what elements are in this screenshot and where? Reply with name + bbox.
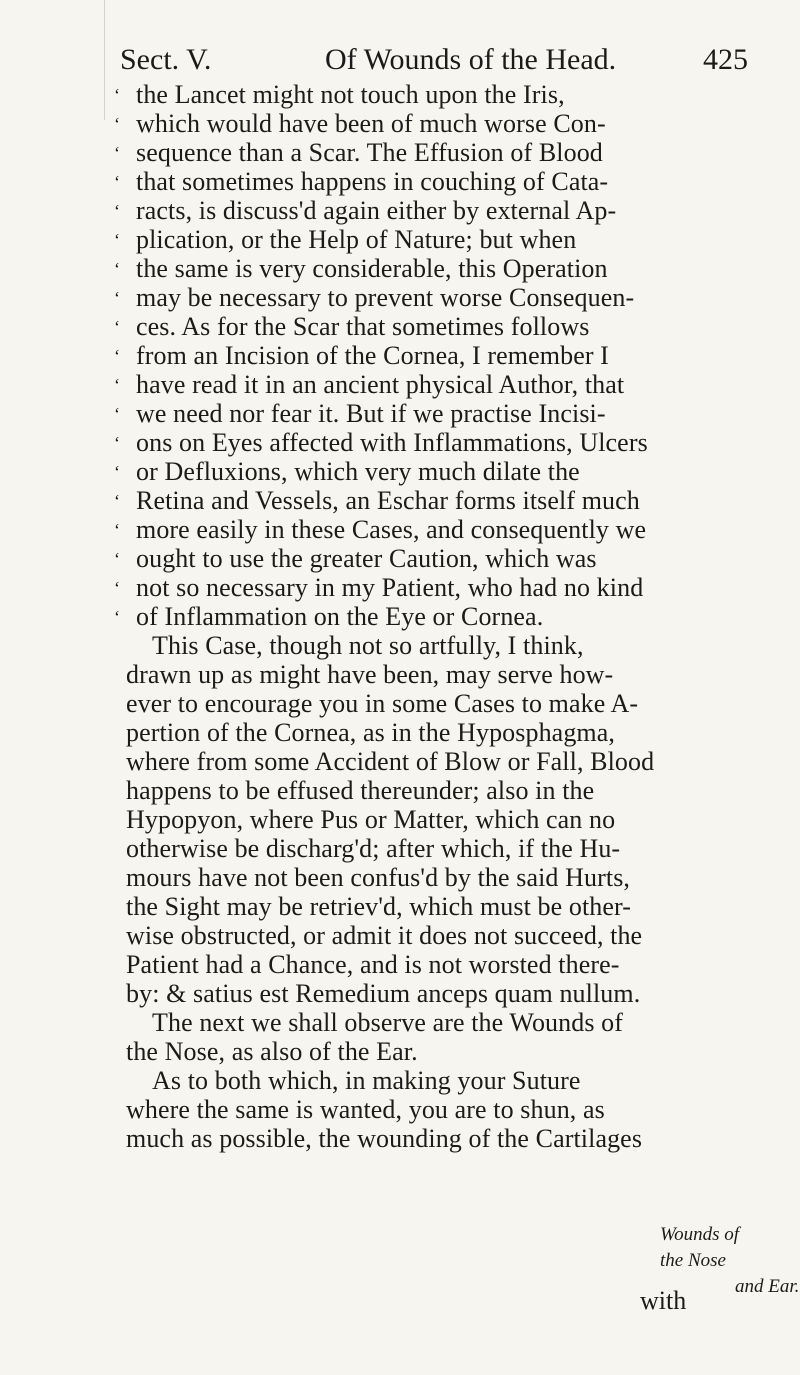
- quotation-mark: ‘: [114, 230, 121, 250]
- line-text: or Defluxions, which very much dilate the: [136, 457, 580, 486]
- quotation-mark: ‘: [114, 607, 121, 627]
- line-text: we need nor fear it. But if we practise Incisi-: [136, 399, 606, 428]
- line-text: ces. As for the Scar that sometimes follows: [136, 312, 590, 341]
- line-text: racts, is discuss'd again either by external Ap-: [136, 196, 617, 225]
- quotation-mark: ‘: [114, 201, 121, 221]
- quotation-mark: ‘: [114, 491, 121, 511]
- line-text: ought to use the greater Caution, which was: [136, 544, 597, 573]
- quotation-mark: ‘: [114, 259, 121, 279]
- line-text: of Inflammation on the Eye or Cornea.: [136, 602, 544, 631]
- margin-note-line: the Nose: [660, 1250, 726, 1271]
- line-text: not so necessary in my Patient, who had no kind: [136, 573, 644, 602]
- quotation-mark: ‘: [114, 578, 121, 598]
- paragraph-line: the Sight may be retriev'd, which must be other-: [126, 892, 632, 921]
- paragraph-line: where the same is wanted, you are to shun, as: [126, 1095, 605, 1124]
- paragraph-line: otherwise be discharg'd; after which, if the Hu-: [126, 834, 621, 863]
- paragraph-line: As to both which, in making your Suture: [152, 1066, 581, 1095]
- quotation-mark: ‘: [114, 317, 121, 337]
- quotation-mark: ‘: [114, 520, 121, 540]
- line-text: Retina and Vessels, an Eschar forms itself much: [136, 486, 640, 515]
- margin-note-line: Wounds of: [660, 1224, 740, 1245]
- quotation-mark: ‘: [114, 549, 121, 569]
- line-text: the same is very considerable, this Operation: [136, 254, 608, 283]
- line-text: which would have been of much worse Con-: [136, 109, 606, 138]
- margin-note-line: and Ear.: [735, 1276, 800, 1297]
- line-text: from an Incision of the Cornea, I remember I: [136, 341, 609, 370]
- line-text: that sometimes happens in couching of Cata-: [136, 167, 609, 196]
- quotation-mark: ‘: [114, 85, 121, 105]
- quotation-mark: ‘: [114, 404, 121, 424]
- paragraph-line: by: & satius est Remedium anceps quam nullum.: [126, 979, 641, 1008]
- paragraph-line: happens to be effused thereunder; also in the: [126, 776, 595, 805]
- paragraph-line: the Nose, as also of the Ear.: [126, 1037, 418, 1066]
- quotation-mark: ‘: [114, 433, 121, 453]
- paragraph-line: Hypopyon, where Pus or Matter, which can no: [126, 805, 616, 834]
- page-fold-shadow: [104, 0, 105, 120]
- paragraph-line: much as possible, the wounding of the Cartilages: [126, 1124, 643, 1153]
- paragraph-line: The next we shall observe are the Wounds of: [152, 1008, 624, 1037]
- section-label: Sect. V.: [120, 43, 212, 76]
- catchword: with: [640, 1286, 687, 1315]
- paragraph-line: This Case, though not so artfully, I think,: [152, 631, 584, 660]
- paragraph-line: pertion of the Cornea, as in the Hyposphagma,: [126, 718, 615, 747]
- paragraph-line: where from some Accident of Blow or Fall, Blood: [126, 747, 655, 776]
- paragraph-line: drawn up as might have been, may serve how-: [126, 660, 614, 689]
- running-title: Of Wounds of the Head.: [325, 43, 617, 76]
- quotation-mark: ‘: [114, 143, 121, 163]
- quotation-mark: ‘: [114, 114, 121, 134]
- page-number: 425: [703, 43, 748, 76]
- quotation-mark: ‘: [114, 375, 121, 395]
- quotation-mark: ‘: [114, 172, 121, 192]
- paragraph-line: Patient had a Chance, and is not worsted there-: [126, 950, 620, 979]
- line-text: more easily in these Cases, and consequently we: [136, 515, 647, 544]
- paragraph-line: ever to encourage you in some Cases to make A-: [126, 689, 639, 718]
- quotation-mark: ‘: [114, 462, 121, 482]
- line-text: the Lancet might not touch upon the Iris,: [136, 80, 565, 109]
- paragraph-line: mours have not been confus'd by the said Hurts,: [126, 863, 631, 892]
- line-text: plication, or the Help of Nature; but when: [136, 225, 577, 254]
- line-text: sequence than a Scar. The Effusion of Blood: [136, 138, 603, 167]
- paragraph-line: wise obstructed, or admit it does not succeed, the: [126, 921, 643, 950]
- line-text: ons on Eyes affected with Inflammations, Ulcers: [136, 428, 648, 457]
- running-header: [120, 38, 770, 82]
- quotation-mark: ‘: [114, 346, 121, 366]
- quotation-mark: ‘: [114, 288, 121, 308]
- line-text: have read it in an ancient physical Author, that: [136, 370, 625, 399]
- line-text: may be necessary to prevent worse Consequen-: [136, 283, 635, 312]
